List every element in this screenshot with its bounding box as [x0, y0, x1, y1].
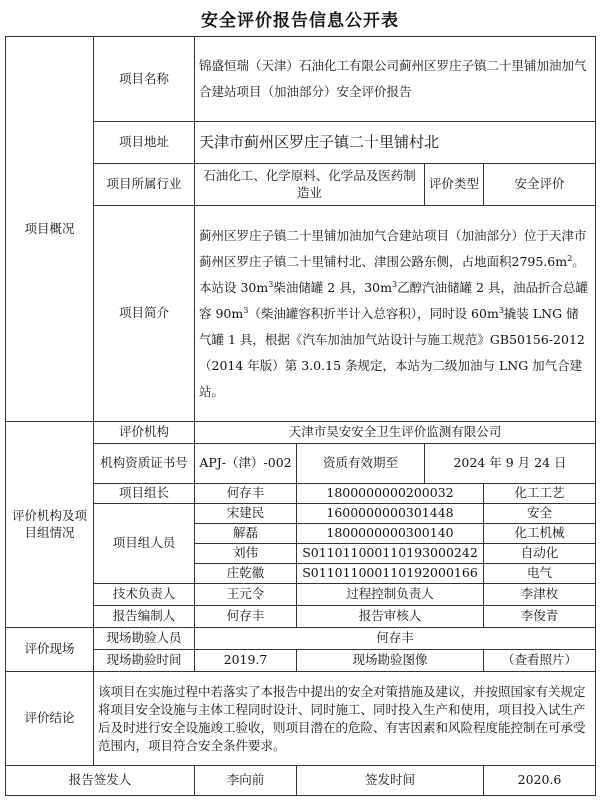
tech-lead-value: 王元令: [195, 584, 297, 606]
members-label: 项目组人员: [94, 504, 195, 584]
site-staff-value: 何存丰: [195, 628, 596, 650]
site-image-label: 现场勘验图像: [297, 650, 484, 672]
project-industry-label: 项目所属行业: [94, 164, 195, 206]
org-section-label: 评价机构及项目组情况: [6, 422, 94, 628]
overview-section-label: 项目概况: [6, 37, 94, 422]
leader-label: 项目组长: [94, 484, 195, 504]
member-cert: 1600000000301448: [297, 504, 484, 524]
author-value: 何存丰: [195, 606, 297, 628]
issue-date-label: 签发时间: [297, 766, 484, 796]
member-field: 电气: [484, 564, 596, 584]
document-title: 安全评价报告信息公开表: [201, 11, 399, 31]
reviewer-label: 报告审核人: [297, 606, 484, 628]
conclusion-text: 该项目在实施过程中若落实了本报告中提出的安全对策措施及建议，并按照国家有关规定将项目安全设施与主体工程同时设计、同时施工、同时投入生产和使用，项目投入试生产后及时进行安全设施竣工验收，则项目潜在的危险、有害因素和风险程度能控制在可承受范围内，项目符合安全条件要求。: [94, 672, 596, 766]
author-label: 报告编制人: [94, 606, 195, 628]
org-value: 天津市昊安安全卫生评价监测有限公司: [195, 422, 596, 444]
cert-value: APJ-（津）-002: [195, 444, 297, 484]
site-section-label: 评价现场: [6, 628, 94, 672]
validity-value: 2024 年 9 月 24 日: [425, 444, 596, 484]
leader-cert: 1800000000200032: [297, 484, 484, 504]
member-name: 庄乾徽: [195, 564, 297, 584]
org-label: 评价机构: [94, 422, 195, 444]
project-address-value: 天津市蓟州区罗庄子镇二十里铺村北: [195, 122, 596, 164]
site-time-label: 现场勘验时间: [94, 650, 195, 672]
eval-type-label: 评价类型: [425, 164, 484, 206]
eval-type-value: 安全评价: [484, 164, 596, 206]
issue-date-value: 2020.6: [484, 766, 596, 796]
view-photos-link[interactable]: （查看照片）: [484, 650, 596, 672]
member-cert: S011011000110193000242: [297, 544, 484, 564]
conclusion-section-label: 评价结论: [6, 672, 94, 766]
site-staff-label: 现场勘验人员: [94, 628, 195, 650]
member-field: 安全: [484, 504, 596, 524]
project-name-label: 项目名称: [94, 37, 195, 122]
leader-name: 何存丰: [195, 484, 297, 504]
process-lead-value: 李津枚: [484, 584, 596, 606]
project-industry-value: 石油化工、化学原料、化学品及医药制造业: [195, 164, 425, 206]
project-name-value: 锦盛恒瑞（天津）石油化工有限公司蓟州区罗庄子镇二十里铺加油加气合建站项目（加油部分）安全评价报告: [195, 37, 596, 122]
site-time-value: 2019.7: [195, 650, 297, 672]
project-address-label: 项目地址: [94, 122, 195, 164]
info-table: [5, 36, 596, 796]
issuer-value: 李向前: [195, 766, 297, 796]
project-summary-label: 项目简介: [94, 206, 195, 422]
member-field: 化工机械: [484, 524, 596, 544]
member-field: 自动化: [484, 544, 596, 564]
member-name: 解磊: [195, 524, 297, 544]
leader-field: 化工工艺: [484, 484, 596, 504]
member-cert: 1800000000300140: [297, 524, 484, 544]
validity-label: 资质有效期至: [297, 444, 425, 484]
project-summary-value: 蓟州区罗庄子镇二十里铺加油加气合建站项目（加油部分）位于天津市蓟州区罗庄子镇二十里铺村北、津围公路东侧，占地面积$2795.6m^2$。本站设 $30m^3$柴油储罐 2 具，$30m^3$乙醇汽油储罐 2 具，油品折合总罐容 $90m^3$（柴油罐容积折半计入总容积），同时设 $60m^3$撬装 LNG 储气罐 1 具，根据《汽车加油加气站设计与施工规范》GB50156-2012（2014 年版）第 3.0.15 条规定，本站为二级加油与 LNG 加气合建站。: [195, 206, 596, 422]
issuer-label: 报告签发人: [6, 766, 195, 796]
reviewer-value: 李俊青: [484, 606, 596, 628]
process-lead-label: 过程控制负责人: [297, 584, 484, 606]
tech-lead-label: 技术负责人: [94, 584, 195, 606]
member-cert: S011011000110192000166: [297, 564, 484, 584]
member-name: 宋建民: [195, 504, 297, 524]
member-name: 刘伟: [195, 544, 297, 564]
cert-label: 机构资质证书号: [94, 444, 195, 484]
